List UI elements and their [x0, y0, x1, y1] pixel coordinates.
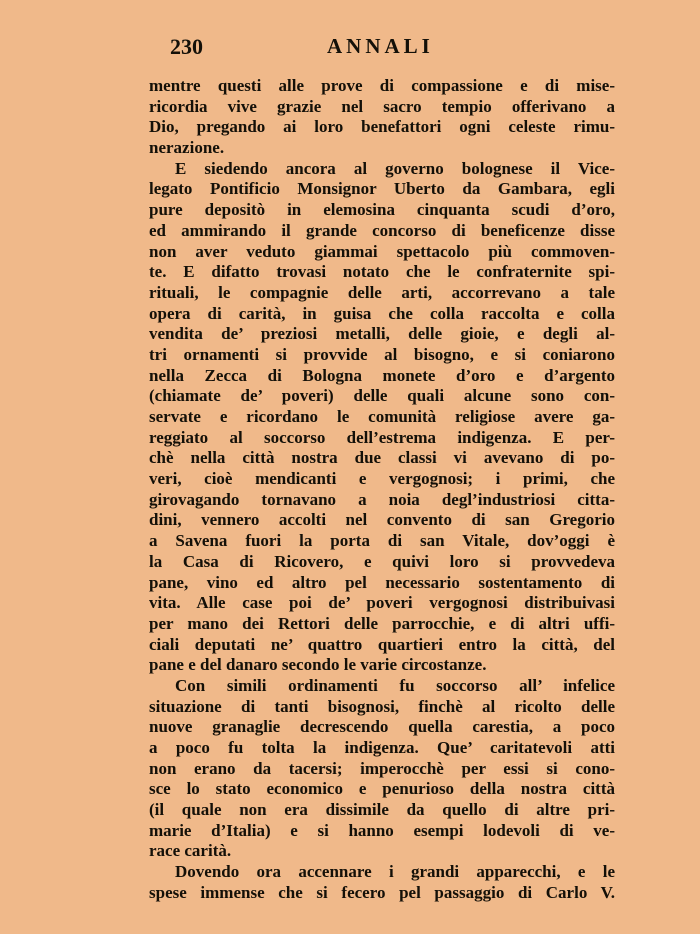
text-line: servate e ricordano le comunità religiose avere ga- — [149, 407, 615, 426]
text-line: pane e del danaro secondo le varie circostanze. — [149, 655, 487, 675]
page-header — [170, 34, 610, 58]
text-line: pure depositò in elemosina cinquanta scudi d’oro, — [149, 200, 615, 220]
page-number: 230 — [170, 34, 203, 59]
text-line: (chiamate de’ poveri) delle quali alcune sono con- — [149, 386, 615, 406]
text-line: ciali deputati ne’ quattro quartieri entro la città, del — [149, 634, 615, 654]
text-line: pane, vino ed altro pel necessario sostentamento di — [149, 572, 615, 592]
text-line: a poco fu tolta la indigenza. Que’ caritatevoli atti — [149, 738, 615, 757]
text-line: sce lo stato economico e penurioso della nostra città — [149, 779, 615, 799]
text-line: tri ornamenti si provvide al bisogno, e si coniarono — [149, 344, 615, 364]
text-line: non aver veduto giammai spettacolo più commoven- — [149, 241, 615, 261]
text-line: vendita de’ preziosi metalli, delle gioie, e degli al- — [149, 324, 615, 344]
text-line: ed ammirando il grande concorso di beneficenze disse — [149, 220, 615, 240]
text-line: race carità. — [149, 841, 232, 861]
text-line: marie d’Italia) e si hanno esempi lodevoli di ve- — [149, 820, 615, 840]
text-line: dini, vennero accolti nel convento di san Gregorio — [149, 510, 615, 530]
text-line: ricordia vive grazie nel sacro tempio offerivano a — [149, 96, 615, 116]
text-line: per mano dei Rettori delle parrocchie, e di altri uffi- — [149, 613, 615, 633]
text-line: opera di carità, in guisa che colla raccolta e colla — [149, 303, 615, 323]
text-line: nerazione. — [149, 138, 225, 158]
text-line: veri, cioè mendicanti e vergognosi; i primi, che — [149, 469, 615, 489]
text-line: Con simili ordinamenti fu soccorso all’ infelice — [175, 675, 615, 695]
text-line: chè nella città nostra due classi vi avevano di po- — [149, 448, 615, 468]
text-line: girovagando tornavano a noia degl’industriosi citta- — [149, 489, 615, 509]
body-text — [149, 76, 615, 904]
text-line: mentre questi alle prove di compassione e di mise- — [149, 76, 615, 95]
text-line: spese immense che si fecero pel passaggio di Carlo V. — [149, 882, 615, 902]
text-line: situazione di tanti bisognosi, finchè al ricolto delle — [149, 696, 615, 716]
text-line: E siedendo ancora al governo bolognese il Vice- — [175, 158, 615, 178]
text-line: rituali, le compagnie delle arti, accorrevano a tale — [149, 282, 615, 302]
text-line: (il quale non era dissimile da quello di altre pri- — [149, 800, 615, 820]
text-line: vita. Alle case poi de’ poveri vergognosi distribuivasi — [149, 593, 615, 613]
text-line: a Savena fuori la porta di san Vitale, dov’oggi è — [149, 531, 615, 551]
text-line: reggiato al soccorso dell’estrema indigenza. E per- — [149, 427, 615, 447]
text-line: legato Pontificio Monsignor Uberto da Gambara, egli — [149, 179, 615, 199]
text-line: nuove granaglie decrescendo quella carestia, a poco — [149, 717, 615, 737]
text-line: la Casa di Ricovero, e quivi loro si provvedeva — [149, 551, 615, 571]
text-line: Dio, pregando ai loro benefattori ogni celeste rimu- — [149, 117, 615, 137]
text-line: Dovendo ora accennare i grandi apparecchi, e le — [175, 862, 615, 882]
text-line: non erano da tacersi; imperocchè per essi si cono- — [149, 758, 615, 778]
text-line: te. E difatto trovasi notato che le confraternite spi- — [149, 262, 615, 282]
text-line: nella Zecca di Bologna monete d’oro e d’argento — [149, 365, 615, 385]
running-title: ANNALI — [327, 34, 434, 58]
